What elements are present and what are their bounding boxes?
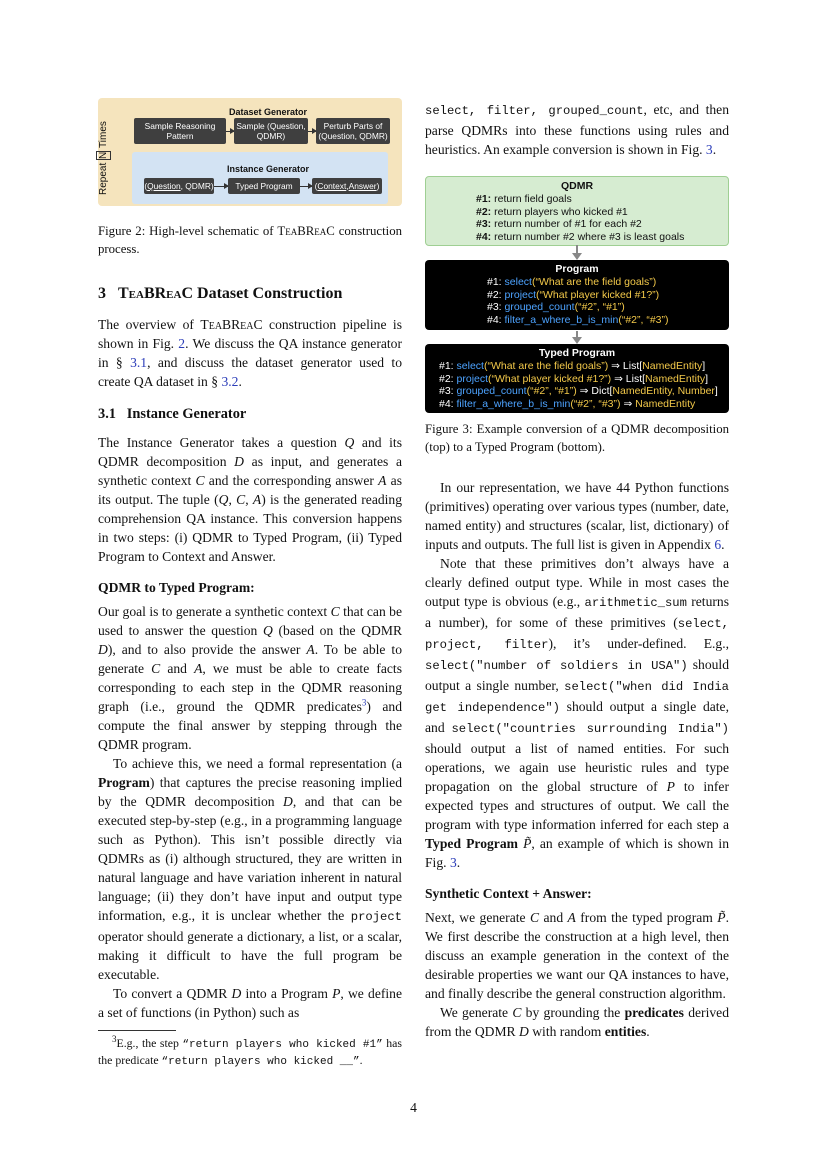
text: ), it’s under-defined. E.g., <box>548 636 729 651</box>
text: (based on the QDMR <box>272 623 403 638</box>
mono-project: project <box>350 910 402 924</box>
footnote-link[interactable]: 3 <box>361 697 367 708</box>
function-args: (“#2”, “#3”) <box>618 314 669 327</box>
text: returns a number), for some of these primitives ( <box>425 594 729 630</box>
text: . <box>359 1053 363 1067</box>
type-end: ] <box>714 385 718 398</box>
type-name: NamedEntity, Number <box>612 385 715 398</box>
function-args: (“#2”, “#3”) <box>570 398 621 411</box>
text: , and that can be executed step-by-step (e.g., in a programming language such as Python). This isn’t possible directly via QDMRs as (i) although structured, they are written in natural language and have variation inherent in natural language; (ii) they don’t have input and output type information, e.g., it is unclear whether the <box>98 794 402 923</box>
step-number: #2: <box>476 205 492 218</box>
type-arrow: ⇒ Dict[ <box>576 385 613 398</box>
text: construction pipeline is shown in Fig. <box>98 317 402 351</box>
text: as input, and generates a synthetic context <box>98 454 402 488</box>
function-args: (“#2”, “#1”) <box>526 385 577 398</box>
qdmr-to-typed-program-heading: QDMR to Typed Program: <box>98 580 255 595</box>
bold-typed-program: Typed Program <box>425 836 518 851</box>
qdmr-line <box>476 231 728 244</box>
text: ) is the generated reading comprehension QA instance. This conversion happens in two steps: (i) QDMR to Typed Program, (ii) Typed Program to Context and Answer. <box>98 492 403 564</box>
text: . We discuss the QA instance generator in § <box>98 336 402 370</box>
type-end: ] <box>705 372 709 385</box>
step-number: #2: <box>487 288 505 301</box>
function-args: (“What are the field goals”) <box>531 275 657 288</box>
text: ) that captures the precise reasoning implied by the QDMR decomposition <box>98 775 402 809</box>
math-q: Q <box>344 435 355 450</box>
text: To achieve this, we need a formal representation (a <box>113 756 402 771</box>
n-label: N <box>98 151 109 159</box>
text: The overview of <box>98 317 201 332</box>
bold-entities: entities <box>604 1024 647 1039</box>
text: . <box>456 855 461 870</box>
figure-link[interactable]: 2 <box>178 336 186 351</box>
text: . <box>238 374 242 389</box>
typed-program-line <box>439 360 729 373</box>
ig-input-box: ( Question , QDMR) <box>144 178 214 194</box>
math-a: A <box>252 492 262 507</box>
left-column <box>98 98 402 1070</box>
sample-reasoning-box: Sample Reasoning Pattern <box>134 118 226 144</box>
typed-program-box: Typed Program <box>228 178 300 194</box>
program-line <box>487 276 729 289</box>
text: To convert a QDMR <box>113 986 232 1001</box>
step-number: #4: <box>487 314 505 327</box>
text: , <box>245 492 253 507</box>
function-args: (“What are the field goals”) <box>483 359 609 372</box>
typed-program-title: Typed Program <box>538 347 616 359</box>
math-a: A <box>194 661 203 676</box>
text: . <box>712 142 717 157</box>
qdmr-lines <box>426 193 728 244</box>
representation-paragraph <box>425 478 729 554</box>
program-lines <box>425 276 729 327</box>
function-name: filter_a_where_b_is_min <box>456 398 571 411</box>
text: . We first describe the construction at a high level, then discuss an example generation in the context of the desirable properties we want our QA instances to have, and finally describe the general construction algorithm. <box>425 910 729 1001</box>
figure-link[interactable]: 3 <box>449 855 457 870</box>
right-column <box>425 100 729 1041</box>
typed-program-line <box>439 385 729 398</box>
ig-input-rest: , QDMR) <box>180 181 214 191</box>
program-line <box>487 289 729 302</box>
mono: arithmetic_sum <box>584 596 687 610</box>
paren: ( <box>314 181 318 191</box>
functions-paragraph <box>425 100 729 159</box>
text: with random <box>528 1024 605 1039</box>
math-a: A <box>567 910 576 925</box>
typed-program-box <box>425 344 729 413</box>
text: should output a list of named entities. For such operations, we again use heuristic rules and type propagation on the global structure of <box>425 741 729 794</box>
text: , etc, and then parse QDMRs into these functions using rules and heuristics. An example conversion is shown in Fig. <box>425 102 729 157</box>
caption-text: construction process. <box>98 224 402 256</box>
section-3-1-heading <box>98 405 402 424</box>
text: to infer expected types and structures of output. We call the program with type information inferred for each step a <box>425 779 729 832</box>
math-c: C <box>236 492 246 507</box>
mono: select, project, filter <box>425 617 729 652</box>
program-box <box>425 260 729 330</box>
page-number: 4 <box>410 1100 417 1115</box>
step-text: return number of #1 for each #2 <box>491 218 642 231</box>
section-title: Dataset Construction <box>197 285 343 302</box>
text: derived from the QDMR <box>425 1005 729 1039</box>
formal-representation-paragraph <box>98 754 402 984</box>
text: and <box>539 910 568 925</box>
math-d: D <box>231 986 242 1001</box>
step-text: return field goals <box>491 192 572 205</box>
math-q: Q <box>218 492 229 507</box>
math-p-tilde: P̃ <box>523 836 532 851</box>
next-paragraph <box>425 908 729 1003</box>
context-underlined: Context <box>317 181 347 191</box>
figure-2-caption <box>98 223 402 258</box>
function-name: select <box>504 275 532 288</box>
convert-paragraph <box>98 984 402 1022</box>
function-args: (“What player kicked #1?”) <box>488 372 612 385</box>
math-d: D <box>234 454 244 469</box>
text: , and discuss the dataset generator used to create QA dataset in § <box>98 355 402 389</box>
function-name: project <box>504 288 537 301</box>
typed-lines <box>425 360 729 411</box>
mono: “return players who kicked #1” <box>182 1039 383 1051</box>
arrow <box>226 131 234 132</box>
caption-text: Figure 2: High-level schematic of <box>98 224 278 238</box>
type-arrow: ⇒ List[ <box>611 372 646 385</box>
text: and the corresponding answer <box>204 473 379 488</box>
text: The Instance Generator takes a question <box>98 435 345 450</box>
synthetic-context-heading: Synthetic Context + Answer: <box>425 886 592 901</box>
math-c: C <box>529 910 540 925</box>
section-3-heading <box>98 284 402 303</box>
sample-question-qdmr-box: Sample (Question, QDMR) <box>234 118 308 144</box>
dataset-generator-title: Dataset Generator <box>228 107 308 117</box>
text: We generate <box>440 1005 513 1020</box>
qdmr-line <box>476 206 728 219</box>
text: , we define a set of functions (in Python) such as <box>98 986 403 1020</box>
mono: select("when did India get independence") <box>425 680 730 715</box>
figure-2 <box>98 98 402 206</box>
math-d: D <box>283 794 293 809</box>
mono: select("number of soldiers in USA") <box>425 659 688 673</box>
goal-paragraph <box>98 602 402 754</box>
typed-program-line <box>439 398 729 411</box>
math-a: A <box>378 473 387 488</box>
function-name: select <box>456 359 484 372</box>
text: , we must be able to create facts corresponding to each step in the QDMR reasoning graph (i.e., ground the QDMR predicates <box>98 661 403 714</box>
step-text: return number #2 where #3 is least goals <box>491 231 685 244</box>
text: ), and to also provide the answer <box>107 642 307 657</box>
answer-underlined: Answer <box>348 181 377 191</box>
function-name: filter_a_where_b_is_min <box>504 314 619 327</box>
instance-generator-paragraph <box>98 433 402 566</box>
section-number: 3.1 <box>98 406 116 422</box>
text: , an example of which is shown in Fig. <box>425 836 730 870</box>
times-label: Times <box>98 121 109 148</box>
text: operator should generate a dictionary, a list, or a scalar, making it difficult to have the full program be executable. <box>98 929 402 982</box>
qdmr-box <box>425 176 729 246</box>
function-name: grouped_count <box>456 385 527 398</box>
footnote-mark: 3 <box>112 1034 117 1045</box>
math-p: P <box>666 779 675 794</box>
text: has the predicate <box>98 1036 402 1067</box>
paren: ) <box>376 181 380 191</box>
perturb-parts-box: Perturb Parts of (Question, QDMR) <box>316 118 390 144</box>
bold-predicates: predicates <box>624 1005 684 1020</box>
arrow <box>214 186 228 187</box>
text: that can be used to answer the question <box>98 604 402 638</box>
math-q: Q <box>263 623 273 638</box>
math-c: C <box>195 473 205 488</box>
step-number: #3: <box>487 301 505 314</box>
function-args: (“What player kicked #1?”) <box>536 288 660 301</box>
qdmr-line <box>476 218 728 231</box>
math-d: D <box>519 1024 529 1039</box>
mono: select, filter, grouped_count <box>425 104 644 118</box>
text: Our goal is to generate a synthetic context <box>98 604 331 619</box>
type-name: NamedEntity <box>642 359 703 372</box>
type-arrow: ⇒ List[ <box>608 359 643 372</box>
mono: “return players who kicked __” <box>161 1056 360 1068</box>
appendix-link[interactable]: 6 <box>714 537 722 552</box>
section-name: TeaBReaC <box>118 285 194 302</box>
function-name: grouped_count <box>504 301 575 314</box>
type-arrow: ⇒ <box>620 398 636 411</box>
program-line <box>487 314 729 327</box>
math-c: C <box>330 604 340 619</box>
typed-program-line <box>439 373 729 386</box>
type-end: ] <box>702 359 706 372</box>
section-link[interactable]: 3.1 <box>130 355 148 370</box>
math-d: D <box>98 642 108 657</box>
text: In our representation, we have 44 Python functions (primitives) operating over various types (number, date, named entity) and structures (scalar, list, dictionary) of inputs and outputs. The full list is given in Appendix <box>425 480 729 552</box>
question-underlined: Question <box>147 181 181 191</box>
text: and <box>160 661 195 676</box>
name: TeaBReaC <box>200 317 263 332</box>
grounding-paragraph <box>425 1003 729 1041</box>
program-line <box>487 301 729 314</box>
qdmr-title: QDMR <box>560 180 594 192</box>
text: by grounding the <box>521 1005 625 1020</box>
figure-3 <box>425 176 729 412</box>
primitives-paragraph <box>425 554 729 872</box>
math-p: P <box>332 986 341 1001</box>
section-number: 3 <box>98 285 106 302</box>
qdmr-line <box>476 193 728 206</box>
math-a: A <box>306 642 315 657</box>
step-number: #3: <box>476 218 492 231</box>
step-number: #3: <box>439 385 457 398</box>
step-number: #4: <box>439 398 457 411</box>
type-name: NamedEntity <box>645 372 706 385</box>
text: Note that these primitives don’t always have a clearly defined output type. While in most cases the output type is obvious (e.g., <box>425 556 729 609</box>
step-number: #4: <box>476 231 492 244</box>
text: Next, we generate <box>425 910 530 925</box>
text: . <box>721 537 725 552</box>
section-title: Instance Generator <box>126 406 247 422</box>
text: . <box>646 1024 650 1039</box>
math-p-tilde: P̃ <box>717 910 726 925</box>
instance-generator-title: Instance Generator <box>226 164 310 174</box>
ig-output-box <box>312 178 382 194</box>
math-c: C <box>512 1005 522 1020</box>
text: . To be able to generate <box>98 642 402 676</box>
text: , <box>228 492 237 507</box>
arrow-down <box>576 331 578 338</box>
function-args: (“#2”, “#1”) <box>574 301 625 314</box>
type-name: NamedEntity <box>635 398 696 411</box>
repeat-label: Repeat <box>98 162 109 195</box>
footnote-3 <box>98 1036 402 1070</box>
text: as its output. The tuple ( <box>98 473 402 507</box>
step-number: #1: <box>487 275 505 288</box>
arrow <box>308 131 316 132</box>
text: should output a single date, and <box>425 699 729 735</box>
comma: , <box>346 181 349 191</box>
arrow-down <box>576 245 578 254</box>
repeat-n-times-label <box>94 118 114 198</box>
text: into a Program <box>241 986 333 1001</box>
step-number: #1: <box>476 192 492 205</box>
math-c: C <box>151 661 161 676</box>
step-number: #2: <box>439 372 457 385</box>
footnote-rule <box>98 1030 176 1031</box>
figure-3-caption: Figure 3: Example conversion of a QDMR decomposition (top) to a Typed Program (bottom). <box>425 422 729 454</box>
text: from the typed program <box>575 910 718 925</box>
text: E.g., the step <box>116 1036 183 1050</box>
function-name: project <box>456 372 489 385</box>
section-3-paragraph <box>98 315 402 391</box>
step-text: return players who kicked #1 <box>491 205 628 218</box>
bold-program: Program <box>98 775 150 790</box>
text: and its QDMR decomposition <box>98 435 402 469</box>
section-link[interactable]: 3.2 <box>221 374 239 389</box>
figure-link[interactable]: 3 <box>705 142 713 157</box>
mono: select("countries surrounding India") <box>451 722 729 736</box>
step-number: #1: <box>439 359 457 372</box>
caption-name: TeaBReaC <box>277 224 335 238</box>
program-title: Program <box>555 263 599 275</box>
text: ) and compute the final answer by stepping through the QDMR program. <box>98 699 402 752</box>
arrow <box>300 186 312 187</box>
text: should output a single number, <box>425 657 729 693</box>
